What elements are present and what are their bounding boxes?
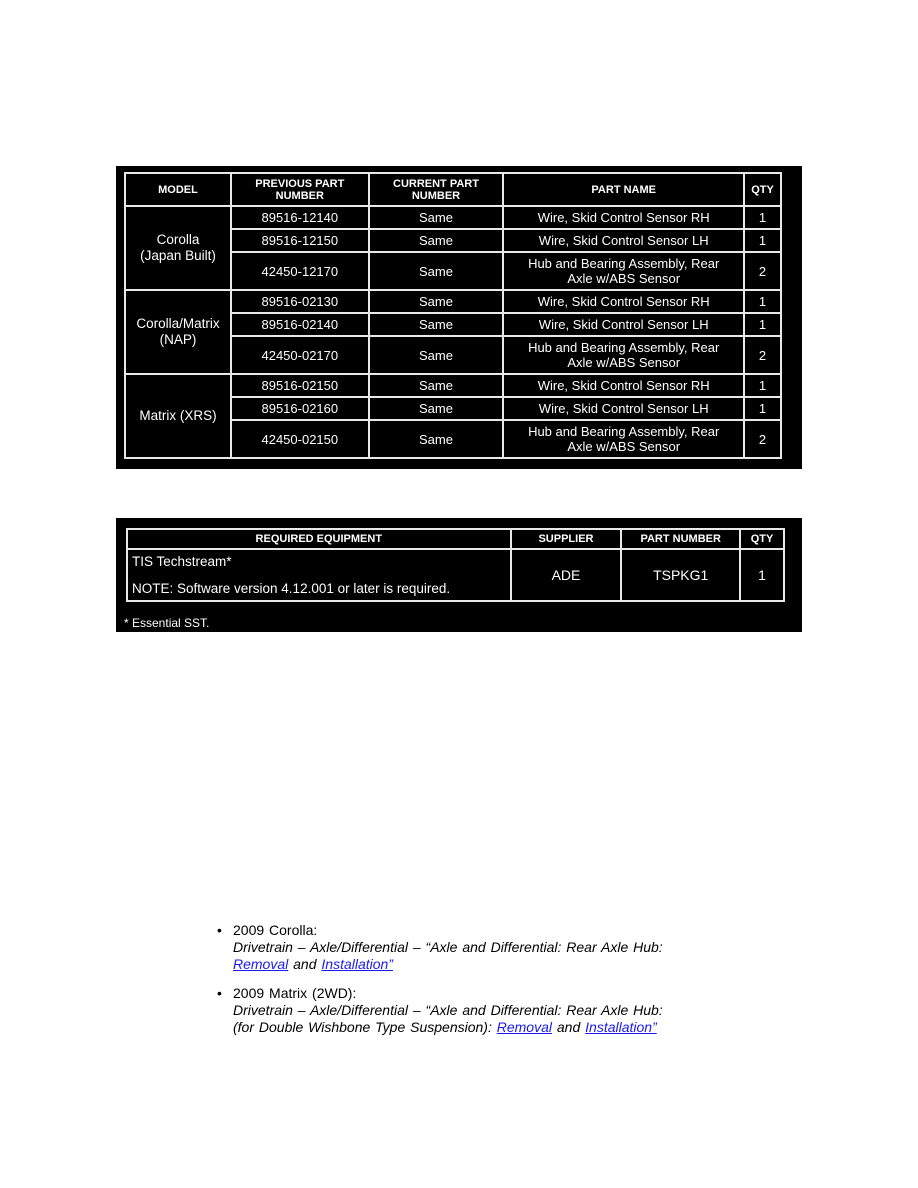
qty: 2 [744,336,781,374]
qty: 2 [744,420,781,458]
model-cell: Corolla (Japan Built) [125,206,231,290]
removal-link[interactable]: Removal [233,956,289,972]
current-part-number: Same [369,229,504,252]
reference-heading: 2009 Matrix (2WD): [233,985,357,1001]
current-part-number: Same [369,252,504,290]
qty: 1 [744,229,781,252]
equipment-table-panel [116,518,802,632]
header-part-number: PART NUMBER [621,529,740,549]
header-qty: QTY [740,529,784,549]
previous-part-number: 89516-02160 [231,397,369,420]
reference-list [217,922,737,1048]
header-supplier: SUPPLIER [511,529,622,549]
reference-links [233,1019,737,1036]
current-part-number: Same [369,336,504,374]
equipment-cell [127,549,511,601]
reference-path-continued: (for Double Wishbone Type Suspension): [233,1019,497,1035]
table-row [127,549,784,601]
current-part-number: Same [369,206,504,229]
joiner-text: and [552,1019,586,1035]
previous-part-number: 42450-12170 [231,252,369,290]
footnote: * Essential SST. [124,616,210,630]
equipment-name: TIS Techstream* [132,553,232,569]
part-name: Wire, Skid Control Sensor RH [503,206,744,229]
previous-part-number: 89516-02130 [231,290,369,313]
current-part-number: Same [369,397,504,420]
table-header-row [127,529,784,549]
part-name: Wire, Skid Control Sensor LH [503,397,744,420]
removal-link[interactable]: Removal [496,1019,552,1035]
part-name: Hub and Bearing Assembly, Rear Axle w/ABS Sensor [503,420,744,458]
current-part-number: Same [369,313,504,336]
qty: 2 [744,252,781,290]
current-part-number: Same [369,290,504,313]
list-item [217,985,737,1036]
header-part-name: PART NAME [503,173,744,206]
part-name: Hub and Bearing Assembly, Rear Axle w/ABS Sensor [503,252,744,290]
installation-link[interactable]: Installation” [321,956,393,972]
table-row [125,206,781,229]
qty: 1 [744,290,781,313]
part-name: Hub and Bearing Assembly, Rear Axle w/ABS Sensor [503,336,744,374]
previous-part-number: 89516-02150 [231,374,369,397]
part-number: TSPKG1 [621,549,740,601]
table-row [125,290,781,313]
qty: 1 [744,397,781,420]
qty: 1 [744,313,781,336]
equipment-table [126,528,785,602]
header-model: MODEL [125,173,231,206]
previous-part-number: 42450-02170 [231,336,369,374]
previous-part-number: 89516-02140 [231,313,369,336]
header-current-part-number: CURRENT PART NUMBER [369,173,504,206]
previous-part-number: 89516-12140 [231,206,369,229]
current-part-number: Same [369,374,504,397]
previous-part-number: 42450-02150 [231,420,369,458]
header-previous-part-number: PREVIOUS PART NUMBER [231,173,369,206]
previous-part-number: 89516-12150 [231,229,369,252]
parts-table-panel [116,166,802,469]
qty: 1 [744,206,781,229]
equipment-note: NOTE: Software version 4.12.001 or later is required. [132,580,451,596]
header-required-equipment: REQUIRED EQUIPMENT [127,529,511,549]
table-header-row [125,173,781,206]
bullet-icon: • [217,922,222,938]
reference-heading: 2009 Corolla: [233,922,318,938]
reference-path: Drivetrain – Axle/Differential – “Axle and Differential: Rear Axle Hub: [233,1002,663,1018]
joiner-text: and [288,956,322,972]
header-qty: QTY [744,173,781,206]
supplier: ADE [511,549,622,601]
installation-link[interactable]: Installation” [585,1019,657,1035]
current-part-number: Same [369,420,504,458]
table-row [125,374,781,397]
model-cell: Corolla/Matrix (NAP) [125,290,231,374]
reference-path: Drivetrain – Axle/Differential – “Axle and Differential: Rear Axle Hub: [233,939,663,955]
part-name: Wire, Skid Control Sensor LH [503,313,744,336]
model-cell: Matrix (XRS) [125,374,231,458]
qty: 1 [740,549,784,601]
qty: 1 [744,374,781,397]
parts-table [124,172,782,459]
part-name: Wire, Skid Control Sensor LH [503,229,744,252]
list-item [217,922,737,973]
part-name: Wire, Skid Control Sensor RH [503,374,744,397]
reference-links [233,956,737,973]
bullet-icon: • [217,985,222,1001]
part-name: Wire, Skid Control Sensor RH [503,290,744,313]
